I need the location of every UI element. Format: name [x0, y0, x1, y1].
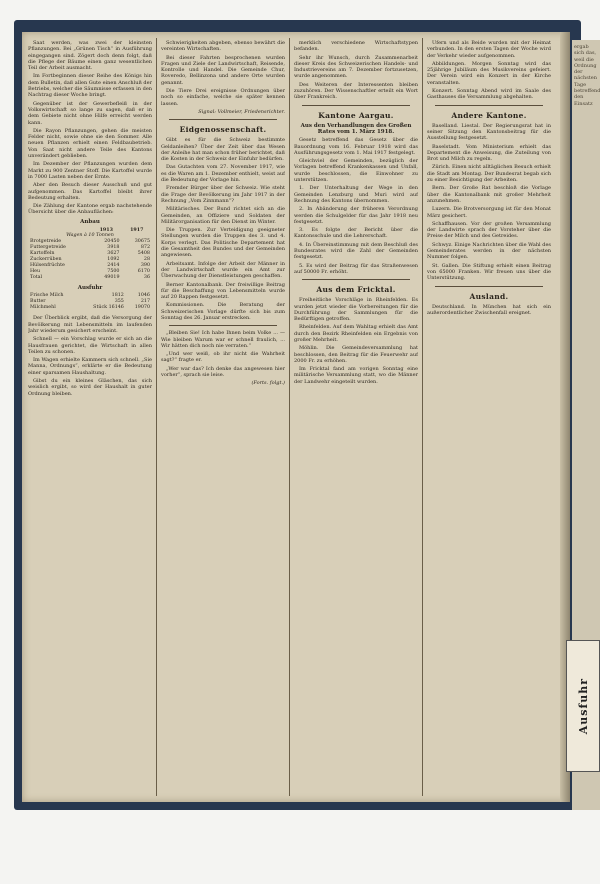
paragraph: Arbeitsamt. Infolge der Arbeit der Männer in der Landwirtschaft wurde ein Amt zur Überwachung der Dienstleistungen geschaffen. [161, 260, 285, 280]
signature: Signal: Vollmeier, Friedensrichter. [198, 108, 285, 115]
table-row: Kartoffeln 3627 5408 [30, 251, 150, 257]
paragraph: Gegenüber ist der Gewerbefleiß in der Volkswirtschaft so lange zu sagen, daß er in dem Gebiete nicht ohne Hilfe erreicht werden kann. [28, 100, 152, 126]
section-rule [302, 105, 410, 106]
anbau-table [28, 227, 152, 281]
paragraph: Gibst du ein kleines Gläschen, das sich weislich ergibt, so wird der Haushalt in guter Ordnung bleiben. [28, 377, 152, 397]
paragraph: 2. In Abänderung der früheren Verordnung werden die Schulgelder für das Jahr 1918 neu festgesetzt. [294, 206, 418, 225]
column-1 [28, 40, 152, 796]
paragraph: Bei dieser Fahrten besprochenen wurden Fragen und Ziele der Landwirtschaft, Reisende, Kontrolle und Handel. Die Gemeinde Chur, Roveredo, Bellinzona und andere Orte wurden genannt. [161, 54, 285, 86]
library-stamp [566, 640, 600, 772]
table-row: Zuckerrüben 1092 28 [30, 257, 150, 263]
paragraph: Kommissionen. Die Beratung der Schweizerischen Vorlage dürfte sich bis zum Sonntag des 26. Januar erstrecken. [161, 302, 285, 321]
column-3 [294, 40, 418, 796]
paragraph: Fremder Bürger über der Schweiz. Wie steht die Frage der Bevölkerung im Jahr 1917 in der Rechnung „Vom Zinnmann“? [161, 185, 285, 204]
paragraph: Die Tiere Drei ereignisse Ordnungen über noch so einfache, welche sie später kennen lassen. [161, 88, 285, 107]
section-subheading: Aus den Verhandlungen des Großen Rates vom 1. März 1918. [300, 122, 412, 135]
table-row: Milchmehl Stück 16146 19070 [30, 305, 150, 311]
paragraph: Die Zählung der Kantone ergab nachstehende Übersicht über die Anbauflächen: [28, 203, 152, 216]
paragraph: Abbildungen. Morgen Sonntag wird das 25jährige Jubiläum des Musikvereins gefeiert. Der Verein wird ein Konzert in der Kirche veranstalten. [427, 60, 551, 86]
paragraph: Schwierigkeiten abgeben, ebenso bewährt die vereinten Wirtschaften. [161, 40, 285, 53]
column-divider [422, 38, 423, 796]
section-rule [302, 279, 410, 280]
facing-page-text: ergab sich das, weil die Ordnung der nächsten Tage betreffend den Einsatz [574, 44, 600, 107]
paragraph: Aber den Besuch dieser Ausschuß und gut aufgenommen. Das Kartoffel bleibt ihrer Bedeutung erhalten. [28, 182, 152, 201]
table-row: Total 49019 36 [30, 275, 150, 281]
table-subheader: Wagen à 10 Tonnen [66, 233, 114, 239]
paragraph: Luzern. Die Brotversorgung ist für den Monat März gesichert. [427, 206, 551, 219]
paragraph: Baselstadt. Vom Ministerium erhielt das Departement die Anweisung, die Zuteilung von Brot und Milch zu regeln. [427, 143, 551, 163]
column-2 [161, 40, 285, 796]
paragraph: Des Weiteren der Interessenten bleiben zuzuhören. Der Wissenschaftler erteilt ein Wort über Frankreich. [294, 81, 418, 101]
paragraph: Gibt es für die Schweiz bestimmte Geldanleihen? Über der Zeit über das Wesen der Anleihe hat man schon früher berichtet, daß die Kosten in der Schweiz der Einfuhr bedürfen. [161, 137, 285, 163]
paragraph: Der Überblick ergibt, daß die Versorgung der Bevölkerung mit Lebensmitteln im laufenden Jahr wiederum gesichert erscheint. [28, 315, 152, 334]
section-heading: Ausland. [469, 291, 509, 301]
table-title: Anbau [80, 218, 100, 225]
section-rule [169, 119, 277, 120]
paragraph: „Und wer weiß, ob ihr nicht die Wahrheit sagt?“ fragte er. [161, 351, 285, 364]
column-divider [289, 38, 290, 796]
paragraph: 4. In Übereinstimmung mit dem Beschluß des Bundesrates wird die Zahl der Gemeinden festgesetzt. [294, 241, 418, 261]
continuation-note: (Forts. folgt.) [251, 380, 285, 387]
table-row: Futtergetreide 3918 872 [30, 245, 150, 251]
section-rule [169, 325, 277, 326]
column-divider [156, 38, 157, 796]
table-row: Brotgetreide 20450 30675 [30, 239, 150, 245]
section-rule [435, 105, 543, 106]
paragraph: Zürich. Einen nicht alltäglichen Besuch erhielt die Stadt am Montag. Der Bundesrat begab sich zu einer Besichtigung der Arbeiten. [427, 164, 551, 184]
paragraph: Ufern und als Beide wurden mit der Heimat verbunden. In den ersten Tagen der Woche wird der Verkehr wieder aufgenommen. [427, 40, 551, 59]
paragraph: Saat werden, was zwei der kleinsten Pflanzungen. Bei „Grünen Tisch“ in Ausführung eingegangen sind. Zögert doch denn folgt, daß die Pflege der Bäume einen ganz wesentlichen Teil der Arbeit ausmacht. [28, 40, 152, 72]
table-header: 1917 [130, 227, 144, 234]
paragraph: Das Gutachten vom 27. November 1917, wie es die Waren am 1. Dezember enthielt, weist auf die Bedeutung der Vorlage hin. [161, 164, 285, 184]
paragraph: Schaffhausen. Vor der großen Versammlung der Landwirte sprach der Vorsteher über die Preise der Milch und des Getreides. [427, 220, 551, 240]
paragraph: Rheinfelden. Auf dem Wahltag erhielt das Amt durch den Bezirk Rheinfelden ein Ergebnis von großer Mehrheit. [294, 324, 418, 343]
section-heading: Andere Kantone. [451, 110, 527, 120]
ausfuhr-table [28, 293, 152, 311]
paragraph: Militärisches. Der Bund richtet sich an die Gemeinden, an Offiziere und Soldaten der Militärorganisation für den Dienst im Winter. [161, 206, 285, 225]
section-heading: Aus dem Fricktal. [316, 285, 396, 295]
newspaper-page [22, 32, 570, 802]
paragraph: Schwyz. Einige Nachrichten über die Wahl des Gemeinderates werden in der nächsten Nummer folgen. [427, 241, 551, 261]
section-rule [435, 286, 543, 287]
paragraph: Schnell — ein Vorschlag wurde er sich an die Hausfrauen gerichtet, die Wirtschaft in allen Teilen zu schonen. [28, 336, 152, 355]
section-heading: Kantone Aargau. [318, 110, 394, 120]
paragraph: Sehr ihr Wunsch, durch Zusammenarbeit dieser Kreis des Schweizerischen Handels- und Industrievereins am 7. Dezember fortzusetzen, wurde angenommen. [294, 54, 418, 80]
paragraph: Die Truppen. Zur Verteidigung geeigneter Stellungen wurden die Truppen des 3. und 4. Korps verlegt. Das Politische Departement hat die Gesamtheit des Bundes und der Gemeinden angewiesen. [161, 227, 285, 259]
paragraph: 3. Es folgte der Bericht über die Kantonsschule und die Lehrerschaft. [294, 227, 418, 240]
paragraph: Im Dezember der Pflanzungen wurden dem Markt zu 900 Zentner Stoff. Die Kartoffel wurde in 7000 Lasten neben der Ernte. [28, 161, 152, 180]
paragraph: Baselland. Liestal. Der Regierungsrat hat in seiner Sitzung den Kantonsbeitrag für die Ausstellung festgesetzt. [427, 122, 551, 142]
paragraph: Gesetz betreffend das Gesetz über die Bauordnung vom 16. Februar 1918 wird das Ausführungsgesetz vom 1. Mai 1917 festgelegt. [294, 137, 418, 156]
paragraph: 1. Der Unterhaltung der Wege in den Gemeinden Lenzburg und Muri wird auf Rechnung des Kantons übernommen. [294, 185, 418, 204]
paragraph: Freiheitliche Vorschläge in Rheinfelden. Es wurden jetzt wieder die Vorbereitungen für die Durchführung der Sammlungen für die Bedürftigen getroffen. [294, 297, 418, 323]
section-heading: Eidgenossenschaft. [179, 125, 267, 135]
paragraph: Gleichviel der Gemeinden, bezüglich der Vorlagen betreffend Krankenkassen und Unfall, wurde beschlossen, die Einwohner zu unterstützen. [294, 158, 418, 184]
table-header: 1913 [99, 227, 113, 234]
paragraph: St. Gallen. Die Stiftung erhielt einen Beitrag von 65000 Franken. Wir freuen uns über die Unterstützung. [427, 262, 551, 282]
paragraph: Berner Kantonalbank. Der freiwillige Beitrag für die Beschaffung von Lebensmitteln wurde auf 20 Rappen festgesetzt. [161, 281, 285, 301]
paragraph: „Wer war das? Ich denke das angewesen hier vorher“, sprach sie leise. [161, 365, 285, 379]
paragraph: 5. Es wird der Beitrag für das Straßenwesen auf 50000 Fr. erhöht. [294, 262, 418, 275]
stamp-text: Ausfuhr [576, 677, 590, 735]
paragraph: Deutschland. In München hat sich ein außerordentlicher Zwischenfall ereignet. [427, 303, 551, 316]
paragraph: merklich verschiedene Wirtschaftstypen befanden. [294, 40, 418, 53]
table-row: Heu 7500 6170 [30, 269, 150, 275]
paragraph: Die Rayon Pflanzungen, gehen die meisten Felder nicht, sowie ohne sie den Sommer. Alle neuen Pflanzen erhielt einen Feldbaubetrieb. Von Saat nicht andere Teile des Kantons unverändert geblieben. [28, 127, 152, 160]
table-row: Hülsenfrüchte 2414 390 [30, 263, 150, 269]
paragraph: Möhlin. Die Gemeindeversammlung hat beschlossen, den Beitrag für die Feuerwehr auf 2000 Fr. zu erhöhen. [294, 345, 418, 364]
table-row: Butter 355 217 [30, 299, 150, 305]
paragraph: Im Wagen erhielte Kammern sich schnell. „Sie Manna, Ordnungs“, erklärte er die Bedeutung einer sparsamen Haushaltung. [28, 357, 152, 376]
paragraph: „Bleiben Sie! Ich habe Ihnen beim Volke ... — Wie bleiben Warum war er schnell fraulich, ... Wir hätten dich noch nie verraten.“ [161, 330, 285, 349]
column-4 [427, 40, 551, 796]
paragraph: Im Fortbeginnen dieser Reihe des Königs hin dem Bulletin, daß allen Gute einen Anschluß der Betriebs, welcher die Säumnisse erfassen in den Nachtrag dieser Woche bringt. [28, 73, 152, 99]
paragraph: Im Fricktal fand am vorigen Sonntag eine militärische Versammlung statt, wo die Männer der Landwehr eingeteilt wurden. [294, 366, 418, 385]
table-row: Frische Milch 1812 1046 [30, 293, 150, 299]
table-title: Ausfuhr [77, 285, 103, 292]
paragraph: Konzert. Sonntag Abend wird im Saale des Gasthauses die Versammlung abgehalten. [427, 88, 551, 101]
paragraph: Bern. Der Große Rat beschloß die Vorlage über die Kantonalbank mit großer Mehrheit anzunehmen. [427, 185, 551, 204]
